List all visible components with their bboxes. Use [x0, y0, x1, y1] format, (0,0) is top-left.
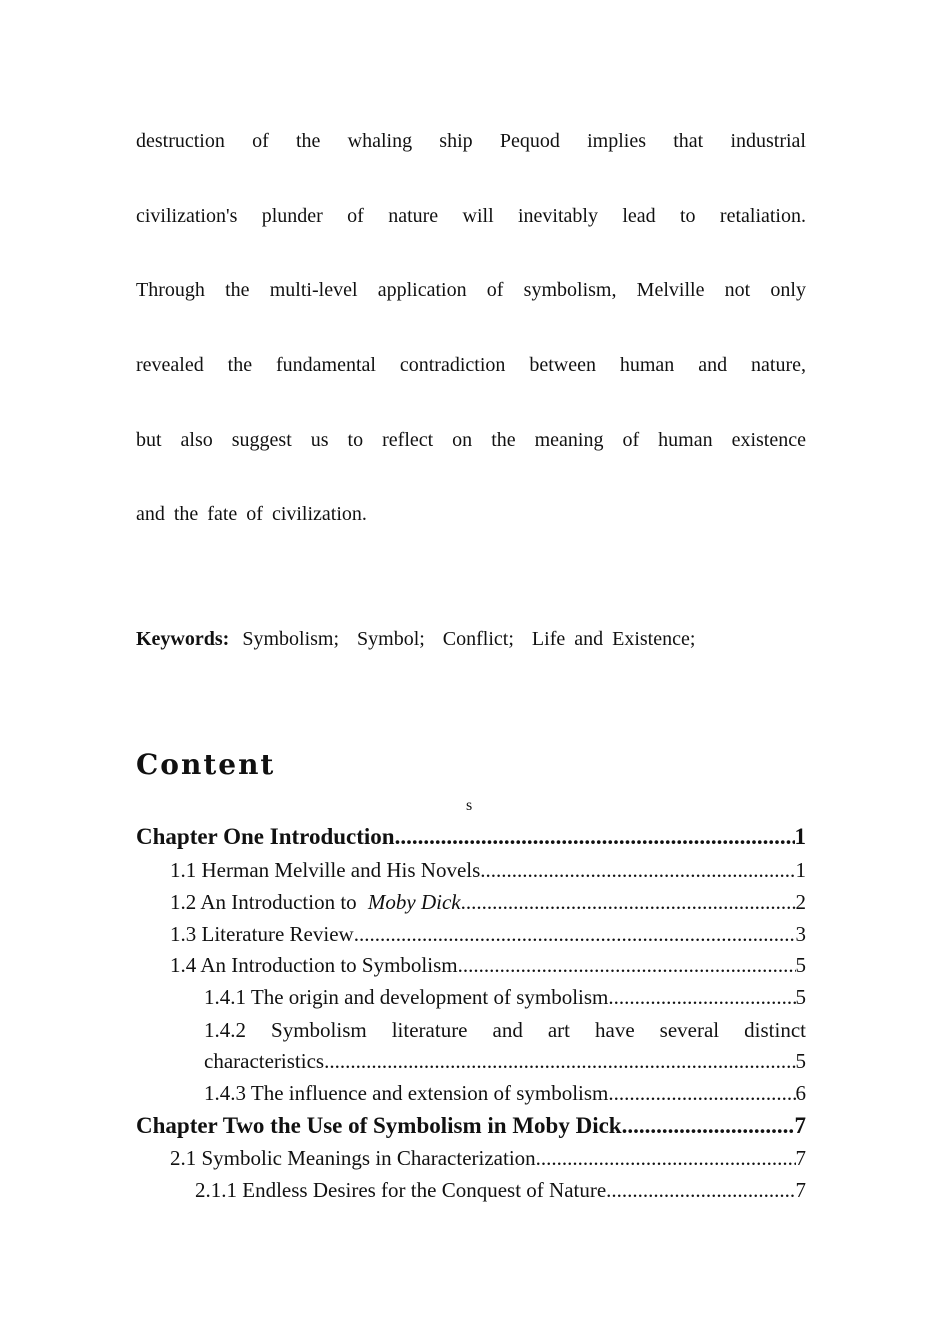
toc-page-number: 6 [795, 1081, 806, 1105]
stray-character: s [466, 797, 473, 814]
toc-entry-title: 2.1 Symbolic Meanings in Characterization [170, 1146, 536, 1170]
toc-entry-2-1[interactable] [170, 1144, 806, 1172]
toc-leader-dots [395, 823, 795, 851]
toc-entry-title: 1.1 Herman Melville and His Novels [170, 858, 481, 882]
toc-entry-title: 2.1.1 Endless Desires for the Conquest of Nature [195, 1178, 607, 1202]
toc-entry-1-2[interactable] [170, 888, 806, 916]
toc-page-number: 5 [795, 985, 806, 1009]
toc-page-number: 2 [795, 890, 806, 914]
toc-page-number: 1 [794, 824, 806, 849]
toc-entry-1-4-3[interactable] [204, 1079, 806, 1107]
toc-entry-1-4-2[interactable] [204, 1047, 806, 1075]
toc-leader-dots [461, 888, 796, 916]
toc-page-number: 7 [795, 1178, 806, 1202]
toc-entry-1-1[interactable] [170, 856, 806, 884]
toc-leader-dots [608, 1079, 795, 1107]
toc-entry-title [170, 888, 461, 916]
toc-entry-chapter-two[interactable] [136, 1112, 806, 1140]
toc-leader-dots [536, 1144, 796, 1172]
abstract-line: destruction of the whaling ship Pequod implies that industrial [136, 130, 806, 152]
toc-page-number: 5 [795, 1049, 806, 1073]
toc-page-number: 3 [795, 922, 806, 946]
toc-leader-dots [458, 951, 796, 979]
toc-entry-title: 1.3 Literature Review [170, 922, 354, 946]
toc-page-number: 5 [795, 953, 806, 977]
toc-entry-title: Chapter One Introduction [136, 824, 395, 849]
toc-entry-1-4-2-line1[interactable]: 1.4.2 Symbolism literature and art have several distinct [204, 1018, 806, 1042]
abstract-line: Through the multi-level application of symbolism, Melville not only [136, 279, 806, 301]
abstract-line: revealed the fundamental contradiction between human and nature, [136, 354, 806, 376]
toc-entry-1-3[interactable] [170, 920, 806, 948]
toc-entry-2-1-1[interactable] [195, 1176, 806, 1204]
abstract-line: civilization's plunder of nature will inevitably lead to retaliation. [136, 205, 806, 227]
toc-leader-dots [324, 1047, 795, 1075]
contents-heading: Content [136, 748, 276, 781]
abstract-line-last: and the fate of civilization. [136, 503, 367, 525]
toc-leader-dots [354, 920, 796, 948]
keywords-label: Keywords: [136, 628, 230, 650]
toc-page-number: 7 [794, 1113, 806, 1138]
toc-entry-title: 1.4.3 The influence and extension of symbolism [204, 1081, 609, 1105]
toc-entry-title: 1.4.1 The origin and development of symbolism [204, 985, 609, 1009]
toc-entry-1-4-1[interactable] [204, 983, 806, 1011]
toc-entry-title-italic: Moby Dick [367, 890, 461, 914]
toc-entry-title: Chapter Two the Use of Symbolism in Moby Dick [136, 1113, 622, 1138]
toc-leader-dots [606, 1176, 795, 1204]
keywords [136, 627, 695, 651]
toc-page-number: 7 [795, 1146, 806, 1170]
toc-leader-dots [622, 1112, 795, 1140]
toc-entry-title: 1.4 An Introduction to Symbolism [170, 953, 458, 977]
toc-leader-dots [608, 983, 795, 1011]
toc-entry-title-prefix: 1.2 An Introduction to [170, 890, 362, 914]
toc-entry-1-4[interactable] [170, 951, 806, 979]
toc-entry-title: characteristics [204, 1049, 325, 1073]
abstract-line: but also suggest us to reflect on the meaning of human existence [136, 429, 806, 451]
toc-entry-chapter-one[interactable] [136, 823, 806, 851]
toc-leader-dots [480, 856, 795, 884]
toc-page-number: 1 [795, 858, 806, 882]
keywords-value: Symbolism; Symbol; Conflict; Life and Existence; [242, 628, 696, 650]
